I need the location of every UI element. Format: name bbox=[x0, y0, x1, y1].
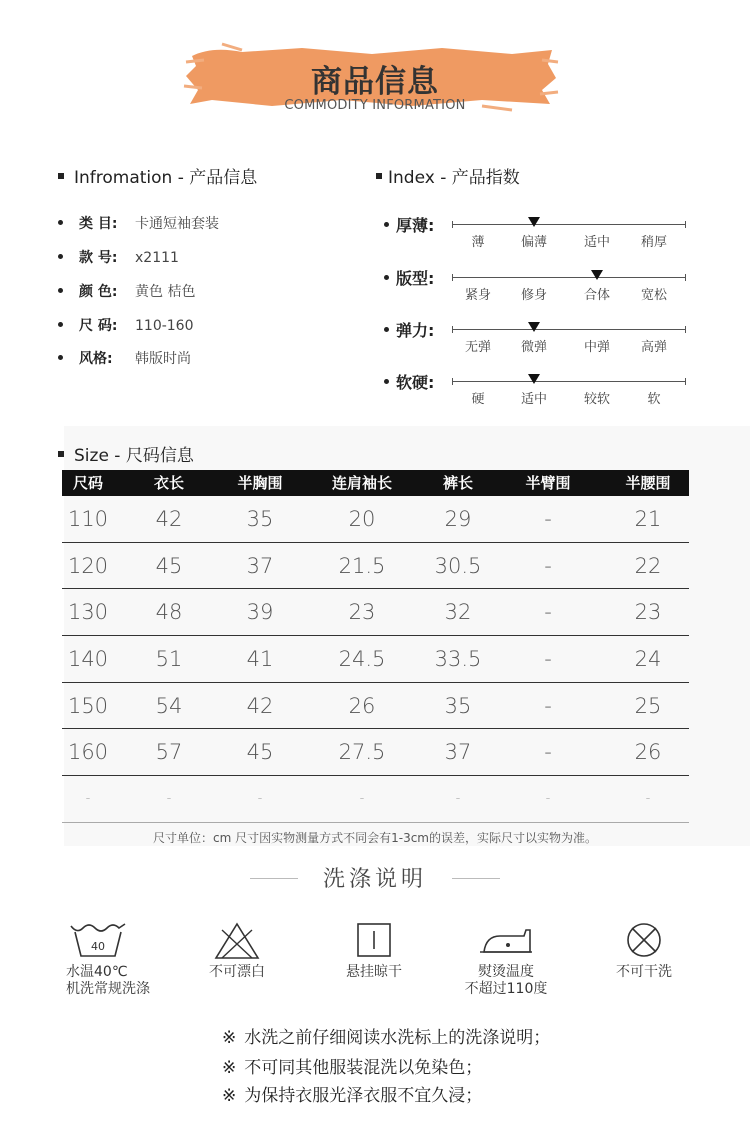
bullet-icon bbox=[384, 275, 389, 280]
table-cell: 42 bbox=[246, 693, 274, 718]
size-note: 尺寸单位：cm 尺寸因实物测量方式不同会有1-3cm的误差，实际尺寸以实物为准。 bbox=[153, 831, 597, 845]
table-cell: 32 bbox=[444, 600, 472, 625]
table-cell: - bbox=[544, 553, 552, 578]
column-header: 衣长 bbox=[153, 474, 184, 492]
scale-option: 软 bbox=[647, 392, 661, 407]
table-cell: 26 bbox=[348, 693, 376, 718]
no-bleach-icon bbox=[212, 920, 262, 960]
bullet-icon bbox=[58, 288, 63, 293]
table-cell: 51 bbox=[155, 647, 183, 672]
size-table bbox=[62, 470, 689, 823]
square-bullet-icon bbox=[58, 173, 64, 179]
column-header: 半胸围 bbox=[237, 474, 283, 492]
bullet-icon bbox=[58, 254, 63, 259]
column-header: 半臂围 bbox=[525, 474, 571, 492]
scale-tick bbox=[452, 221, 453, 228]
scale-tick bbox=[685, 378, 686, 385]
scale-option: 微弹 bbox=[520, 340, 547, 355]
table-cell: - bbox=[545, 791, 551, 807]
scale-option: 硬 bbox=[471, 392, 485, 407]
scale-tick bbox=[452, 378, 453, 385]
table-cell: 48 bbox=[155, 600, 183, 625]
table-cell: - bbox=[166, 791, 172, 807]
scale-option: 修身 bbox=[520, 288, 547, 303]
table-cell: 24.5 bbox=[338, 647, 386, 672]
scale-option: 宽松 bbox=[640, 288, 667, 303]
iron-icon bbox=[476, 920, 536, 960]
size-heading: Size - 尺码信息 bbox=[58, 441, 194, 466]
care-item-no-bleach bbox=[177, 920, 297, 981]
column-header: 尺码 bbox=[72, 474, 103, 492]
table-row bbox=[62, 776, 689, 823]
size-table-header bbox=[62, 470, 689, 496]
wash-40-icon bbox=[69, 920, 127, 960]
scale-line bbox=[452, 329, 686, 330]
table-cell: 21.5 bbox=[338, 553, 386, 578]
table-cell: 29 bbox=[444, 507, 472, 531]
table-cell: 22 bbox=[634, 553, 662, 578]
table-cell: 35 bbox=[246, 507, 274, 531]
column-header: 连肩袖长 bbox=[331, 474, 392, 492]
scale-tick bbox=[452, 274, 453, 281]
care-text: 不可干洗 bbox=[616, 964, 672, 980]
table-cell: 45 bbox=[246, 740, 274, 765]
table-cell: 42 bbox=[155, 507, 183, 531]
index-label: 软硬: bbox=[396, 373, 435, 392]
table-cell: 120 bbox=[67, 553, 109, 578]
table-row bbox=[62, 683, 689, 730]
care-note: ※ 水洗之前仔细阅读水洗标上的洗涤说明； bbox=[222, 1028, 551, 1048]
scale-option: 中弹 bbox=[583, 340, 610, 355]
table-cell: 150 bbox=[67, 693, 109, 718]
table-cell: 27.5 bbox=[338, 740, 386, 765]
table-row bbox=[62, 729, 689, 776]
table-cell: 25 bbox=[634, 693, 662, 718]
care-text: 熨烫温度 不超过110度 bbox=[464, 964, 548, 997]
scale-option: 适中 bbox=[520, 392, 547, 407]
table-cell: - bbox=[455, 791, 461, 807]
table-cell: - bbox=[544, 693, 552, 718]
scale-marker-icon bbox=[528, 322, 540, 332]
bullet-icon bbox=[58, 355, 63, 360]
table-cell: 33.5 bbox=[434, 647, 482, 672]
index-label: 弹力: bbox=[396, 321, 435, 340]
table-cell: - bbox=[544, 740, 552, 765]
table-cell: 110 bbox=[67, 507, 109, 531]
scale-marker-icon bbox=[528, 217, 540, 227]
table-cell: 20 bbox=[348, 507, 376, 531]
care-item-no-dry-clean bbox=[584, 920, 704, 981]
table-cell: 23 bbox=[634, 600, 662, 625]
table-row bbox=[62, 496, 689, 543]
care-text: 水温40℃ 机洗常规洗涤 bbox=[66, 964, 150, 997]
no-dry-clean-icon bbox=[622, 920, 666, 960]
scale-tick bbox=[685, 221, 686, 228]
table-cell: 57 bbox=[155, 740, 183, 765]
table-cell: 39 bbox=[246, 600, 274, 625]
scale-option: 适中 bbox=[583, 235, 610, 250]
page-title: 商品信息 bbox=[311, 64, 439, 100]
scale-option: 较软 bbox=[583, 392, 610, 407]
svg-text:40: 40 bbox=[91, 940, 105, 953]
table-cell: 21 bbox=[634, 507, 662, 531]
table-cell: 54 bbox=[155, 693, 183, 718]
table-cell: - bbox=[544, 647, 552, 672]
page-header bbox=[0, 0, 750, 130]
index-label: 版型: bbox=[396, 269, 435, 288]
table-cell: - bbox=[544, 507, 552, 531]
care-item-wash bbox=[38, 920, 158, 998]
index-scale bbox=[380, 266, 700, 306]
table-row bbox=[62, 589, 689, 636]
table-row bbox=[62, 636, 689, 683]
table-cell: - bbox=[544, 600, 552, 625]
index-scale bbox=[380, 370, 700, 410]
square-bullet-icon bbox=[58, 451, 64, 457]
scale-marker-icon bbox=[591, 270, 603, 280]
scale-option: 稍厚 bbox=[640, 235, 667, 250]
bullet-icon bbox=[58, 322, 63, 327]
table-cell: 41 bbox=[246, 647, 274, 672]
square-bullet-icon bbox=[376, 173, 382, 179]
scale-option: 高弹 bbox=[640, 340, 667, 355]
bullet-icon bbox=[384, 379, 389, 384]
hang-dry-icon bbox=[354, 920, 394, 960]
scale-line bbox=[452, 277, 686, 278]
info-item: 风格: 韩版时尚 bbox=[58, 349, 191, 369]
info-item: 尺 码: 110-160 bbox=[58, 316, 194, 336]
table-cell: 37 bbox=[246, 553, 274, 578]
table-cell: 45 bbox=[155, 553, 183, 578]
scale-option: 偏薄 bbox=[520, 235, 547, 250]
column-header: 半腰围 bbox=[625, 474, 671, 492]
table-cell: 37 bbox=[444, 740, 472, 765]
scale-line bbox=[452, 381, 686, 382]
table-row bbox=[62, 543, 689, 590]
table-cell: 24 bbox=[634, 647, 662, 672]
care-item-iron bbox=[446, 920, 566, 998]
bullet-icon bbox=[58, 220, 63, 225]
care-item-hang-dry bbox=[314, 920, 434, 981]
scale-option: 紧身 bbox=[464, 288, 491, 303]
table-cell: 26 bbox=[634, 740, 662, 765]
index-scale bbox=[380, 318, 700, 358]
scale-option: 无弹 bbox=[464, 340, 491, 355]
page-subtitle: COMMODITY INFORMATION bbox=[284, 98, 466, 113]
table-cell: - bbox=[257, 791, 263, 807]
info-item: 颜 色: 黄色 桔色 bbox=[58, 282, 195, 302]
column-header: 裤长 bbox=[442, 474, 473, 492]
index-label: 厚薄: bbox=[396, 216, 435, 235]
bullet-icon bbox=[384, 222, 389, 227]
scale-option: 薄 bbox=[471, 235, 485, 250]
table-cell: 160 bbox=[67, 740, 109, 765]
index-heading: Index - 产品指数 bbox=[376, 163, 520, 188]
info-heading: Infromation - 产品信息 bbox=[58, 163, 257, 188]
table-cell: - bbox=[359, 791, 365, 807]
divider bbox=[452, 878, 500, 879]
table-cell: - bbox=[85, 791, 91, 807]
info-item: 款 号: x2111 bbox=[58, 248, 179, 268]
index-scale bbox=[380, 213, 700, 253]
info-item: 类 目: 卡通短袖套装 bbox=[58, 214, 219, 234]
table-cell: 23 bbox=[348, 600, 376, 625]
scale-tick bbox=[452, 326, 453, 333]
scale-option: 合体 bbox=[583, 288, 610, 303]
table-cell: - bbox=[645, 791, 651, 807]
scale-tick bbox=[685, 274, 686, 281]
table-cell: 140 bbox=[67, 647, 109, 672]
care-note: ※ 为保持衣服光泽衣服不宜久浸； bbox=[222, 1086, 483, 1106]
care-text: 不可漂白 bbox=[209, 964, 265, 980]
care-text: 悬挂晾干 bbox=[346, 964, 402, 980]
scale-tick bbox=[685, 326, 686, 333]
scale-marker-icon bbox=[528, 374, 540, 384]
scale-line bbox=[452, 224, 686, 225]
table-cell: 35 bbox=[444, 693, 472, 718]
table-cell: 130 bbox=[67, 600, 109, 625]
care-note: ※ 不可同其他服装混洗以免染色； bbox=[222, 1058, 483, 1078]
care-title: 洗涤说明 bbox=[322, 867, 427, 892]
table-cell: 30.5 bbox=[434, 553, 482, 578]
bullet-icon bbox=[384, 327, 389, 332]
